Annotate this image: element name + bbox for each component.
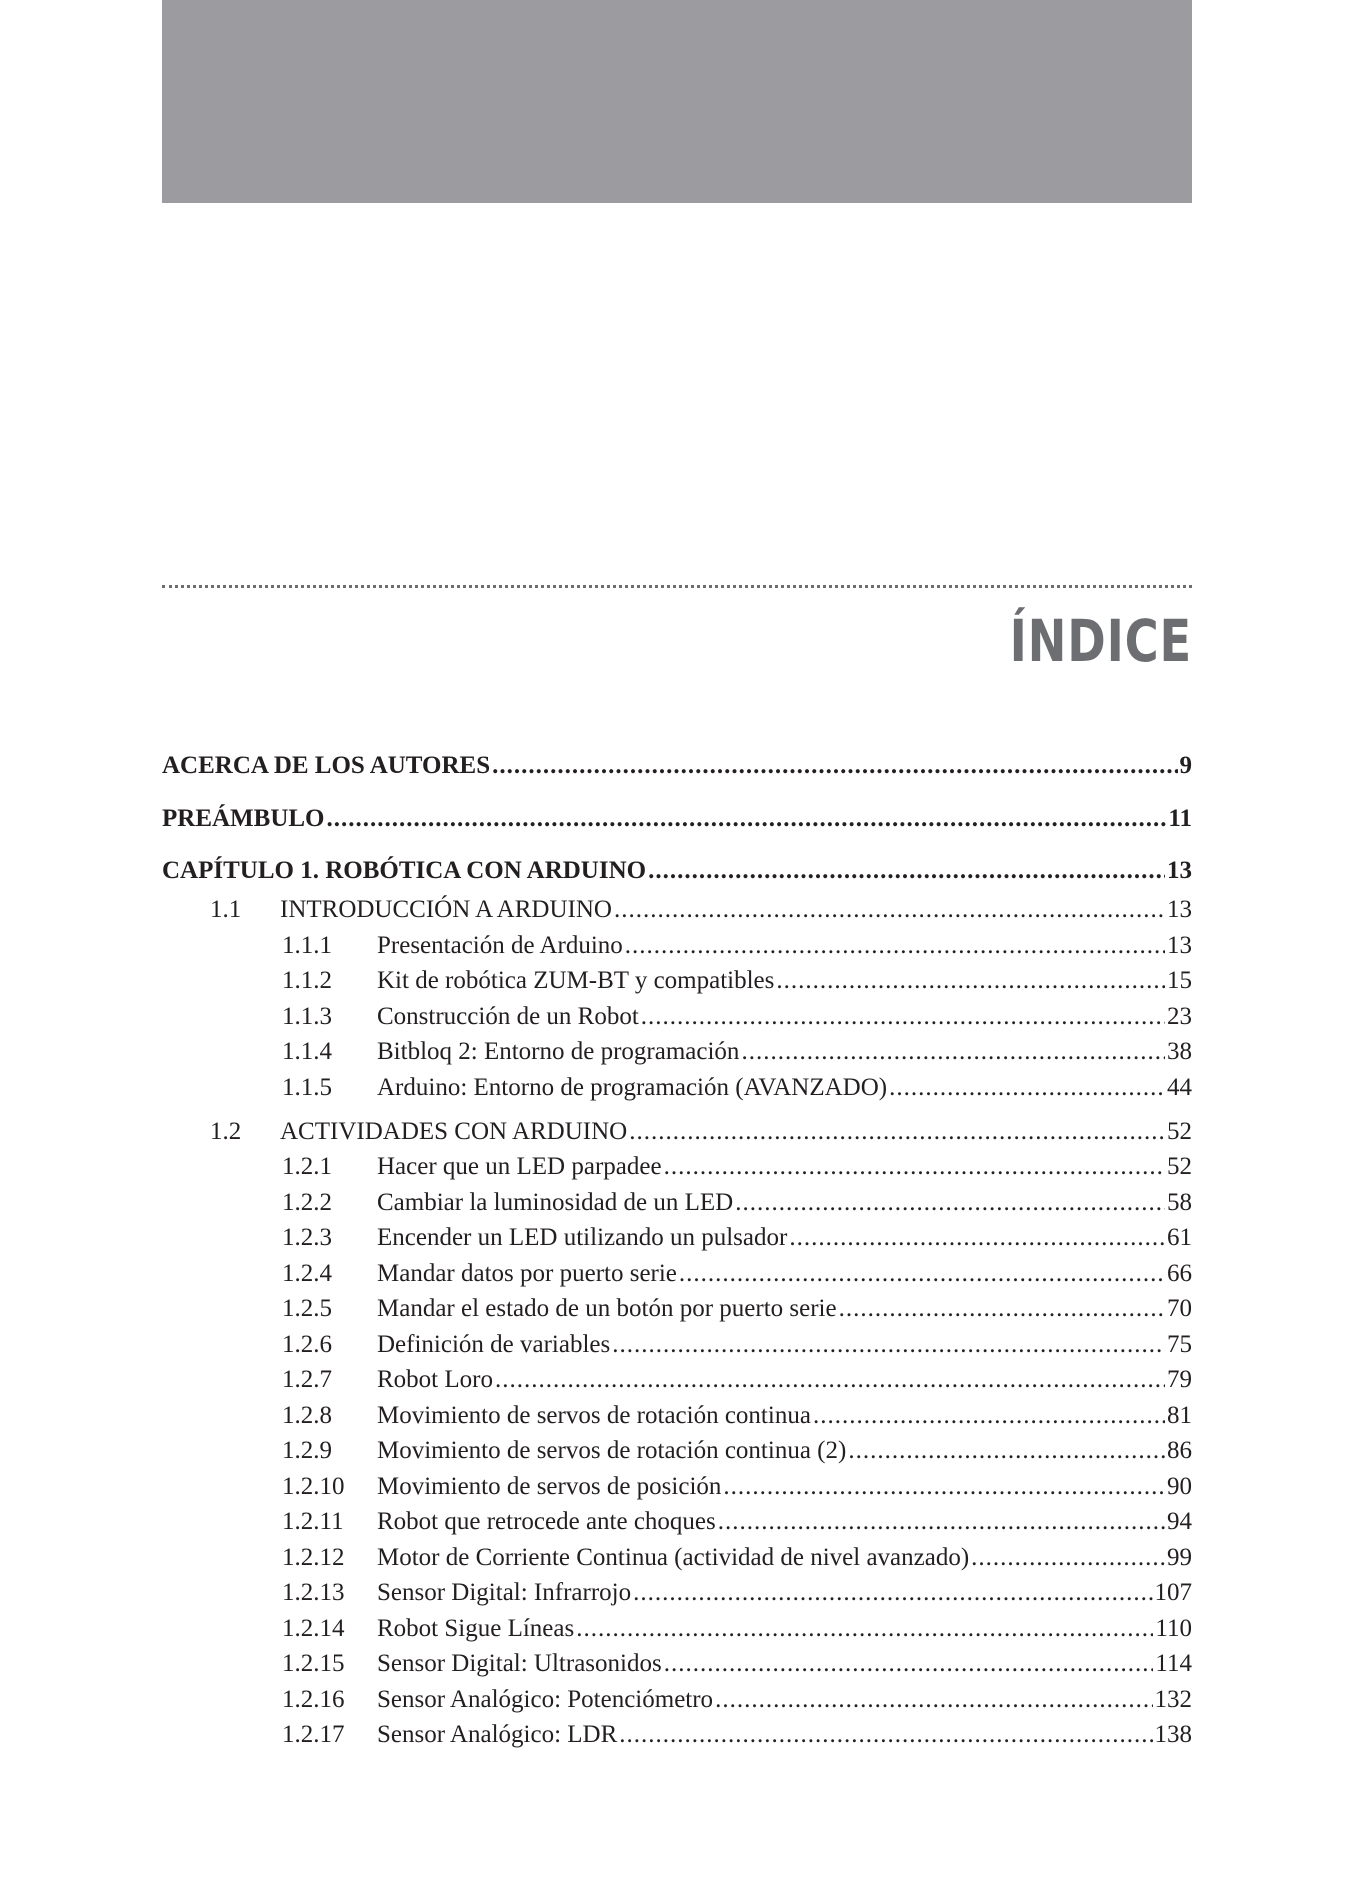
- toc-entry-page: 13: [1167, 932, 1192, 959]
- toc-entry-number: 1.2.5: [282, 1295, 332, 1322]
- toc-entry-title: Movimiento de servos de posición: [377, 1473, 722, 1500]
- toc-entry-number: 1.1.1: [282, 932, 332, 959]
- toc-entry-title: ACTIVIDADES CON ARDUINO: [280, 1118, 628, 1145]
- toc-entry[interactable]: [162, 1615, 1192, 1643]
- toc-entry-title: Cambiar la luminosidad de un LED: [377, 1189, 734, 1216]
- header-band: [162, 0, 1192, 203]
- toc-entry-page: 66: [1167, 1260, 1192, 1287]
- toc-entry-title: Mandar datos por puerto serie: [377, 1260, 677, 1287]
- toc-entry-page: 38: [1167, 1038, 1192, 1065]
- toc-entry-number: 1.2.8: [282, 1402, 332, 1429]
- toc-entry[interactable]: [162, 967, 1192, 995]
- toc-entry-page: 11: [1168, 805, 1192, 832]
- toc-entry-title: Movimiento de servos de rotación continua (2): [377, 1437, 847, 1464]
- toc-entry[interactable]: [162, 1437, 1192, 1465]
- dot-leader: [629, 1118, 1165, 1146]
- toc-entry-page: 44: [1167, 1074, 1192, 1101]
- toc-entry-page: 110: [1155, 1615, 1192, 1642]
- toc-entry-title: Sensor Digital: Ultrasonidos: [377, 1650, 662, 1677]
- toc-entry[interactable]: [162, 805, 1192, 833]
- toc-entry[interactable]: [162, 1544, 1192, 1572]
- toc-entry-number: 1.1: [210, 896, 242, 923]
- dot-leader: [679, 1260, 1165, 1288]
- toc-entry-page: 107: [1154, 1579, 1192, 1606]
- toc-entry-page: 81: [1167, 1402, 1192, 1429]
- dot-leader: [723, 1473, 1165, 1501]
- toc-entry-page: 99: [1167, 1544, 1192, 1571]
- toc-entry-number: 1.1.4: [282, 1038, 332, 1065]
- toc-entry-number: 1.2.6: [282, 1331, 332, 1358]
- toc-entry-title: Bitbloq 2: Entorno de programación: [377, 1038, 740, 1065]
- toc-entry-number: 1.2.14: [282, 1615, 345, 1642]
- toc-entry-page: 52: [1167, 1153, 1192, 1180]
- toc-entry-title: Arduino: Entorno de programación (AVANZADO): [377, 1074, 888, 1101]
- toc-entry-title: Construcción de un Robot: [377, 1003, 639, 1030]
- toc-entry[interactable]: [162, 1473, 1192, 1501]
- toc-entry-title: INTRODUCCIÓN A ARDUINO: [280, 896, 612, 923]
- toc-entry-title: Definición de variables: [377, 1331, 611, 1358]
- toc-entry[interactable]: [162, 1224, 1192, 1252]
- toc-entry-number: 1.2.15: [282, 1650, 345, 1677]
- toc-entry-title: Motor de Corriente Continua (actividad de nivel avanzado): [377, 1544, 970, 1571]
- dot-leader: [576, 1615, 1153, 1643]
- toc-entry-number: 1.1.5: [282, 1074, 332, 1101]
- toc-entry-page: 90: [1167, 1473, 1192, 1500]
- toc-entry-title: CAPÍTULO 1. ROBÓTICA CON ARDUINO: [162, 857, 647, 884]
- dot-leader: [741, 1038, 1165, 1066]
- toc-entry-title: Movimiento de servos de rotación continua: [377, 1402, 811, 1429]
- toc-entry-page: 132: [1154, 1686, 1192, 1713]
- dot-leader: [718, 1508, 1165, 1536]
- toc-entry[interactable]: [162, 1038, 1192, 1066]
- dot-leader: [848, 1437, 1165, 1465]
- toc-entry-title: Sensor Analógico: Potenciómetro: [377, 1686, 714, 1713]
- toc-entry-number: 1.2: [210, 1118, 242, 1145]
- toc-entry[interactable]: [162, 857, 1192, 885]
- toc-entry-page: 61: [1167, 1224, 1192, 1251]
- toc-entry-number: 1.2.4: [282, 1260, 332, 1287]
- toc-entry-page: 94: [1167, 1508, 1192, 1535]
- dot-leader: [813, 1402, 1165, 1430]
- dot-leader: [664, 1650, 1154, 1678]
- toc-entry[interactable]: [162, 1260, 1192, 1288]
- toc-entry[interactable]: [162, 1003, 1192, 1031]
- toc-entry-title: Presentación de Arduino: [377, 932, 623, 959]
- toc-entry-number: 1.2.13: [282, 1579, 345, 1606]
- toc-entry[interactable]: [162, 1579, 1192, 1607]
- toc-entry-number: 1.2.11: [282, 1508, 344, 1535]
- dot-leader: [633, 1579, 1152, 1607]
- toc-entry-number: 1.2.3: [282, 1224, 332, 1251]
- dot-leader: [619, 1721, 1152, 1749]
- toc-entry-page: 138: [1154, 1721, 1192, 1748]
- toc-entry[interactable]: [162, 1508, 1192, 1536]
- toc-entry[interactable]: [162, 1074, 1192, 1102]
- toc-entry-title: Robot Sigue Líneas: [377, 1615, 575, 1642]
- toc-entry[interactable]: [162, 1189, 1192, 1217]
- toc-entry[interactable]: [162, 752, 1192, 780]
- toc-entry-page: 114: [1155, 1650, 1192, 1677]
- toc-entry-page: 52: [1167, 1118, 1192, 1145]
- toc-entry-number: 1.2.12: [282, 1544, 345, 1571]
- toc-entry-title: Sensor Analógico: LDR: [377, 1721, 618, 1748]
- dot-leader: [614, 896, 1165, 924]
- toc-entry-number: 1.2.17: [282, 1721, 345, 1748]
- toc-entry-number: 1.2.10: [282, 1473, 345, 1500]
- toc-entry-page: 58: [1167, 1189, 1192, 1216]
- dot-leader: [625, 932, 1165, 960]
- toc-entry-number: 1.2.9: [282, 1437, 332, 1464]
- toc-entry-number: 1.2.1: [282, 1153, 332, 1180]
- toc-entry-page: 79: [1167, 1366, 1192, 1393]
- toc-entry-number: 1.2.2: [282, 1189, 332, 1216]
- toc-entry-title: Kit de robótica ZUM-BT y compatibles: [377, 967, 775, 994]
- toc-entry-title: Encender un LED utilizando un pulsador: [377, 1224, 788, 1251]
- toc-entry-number: 1.2.7: [282, 1366, 332, 1393]
- toc-entry[interactable]: [162, 1118, 1192, 1146]
- toc-entry[interactable]: [162, 1331, 1192, 1359]
- dot-leader: [492, 752, 1177, 780]
- toc-entry[interactable]: [162, 896, 1192, 924]
- toc-entry[interactable]: [162, 1366, 1192, 1394]
- toc-entry[interactable]: [162, 1402, 1192, 1430]
- dot-leader: [839, 1295, 1165, 1323]
- dot-leader: [612, 1331, 1165, 1359]
- toc-entry-title: PREÁMBULO: [162, 805, 325, 832]
- toc-entry-page: 23: [1167, 1003, 1192, 1030]
- toc-entry-title: Sensor Digital: Infrarrojo: [377, 1579, 632, 1606]
- toc-entry[interactable]: [162, 1153, 1192, 1181]
- dot-leader: [664, 1153, 1165, 1181]
- toc-entry-page: 75: [1167, 1331, 1192, 1358]
- toc-entry-page: 13: [1167, 896, 1192, 923]
- toc-entry-title: Robot Loro: [377, 1366, 493, 1393]
- toc-entry[interactable]: [162, 1295, 1192, 1323]
- toc-entry-number: 1.2.16: [282, 1686, 345, 1713]
- dot-leader: [889, 1074, 1165, 1102]
- toc-entry[interactable]: [162, 1686, 1192, 1714]
- toc-entry-page: 13: [1167, 857, 1192, 884]
- toc-entry-number: 1.1.2: [282, 967, 332, 994]
- dot-leader: [648, 857, 1165, 885]
- toc-entry-title: Hacer que un LED parpadee: [377, 1153, 662, 1180]
- toc-entry-title: ACERCA DE LOS AUTORES: [162, 752, 491, 779]
- toc-entry[interactable]: [162, 1721, 1192, 1749]
- toc-entry-page: 86: [1167, 1437, 1192, 1464]
- toc-entry-page: 9: [1179, 752, 1192, 779]
- dot-leader: [776, 967, 1165, 995]
- toc-entry-page: 70: [1167, 1295, 1192, 1322]
- toc-entry-number: 1.1.3: [282, 1003, 332, 1030]
- page-title: ÍNDICE: [1009, 607, 1192, 675]
- toc-entry-title: Robot que retrocede ante choques: [377, 1508, 716, 1535]
- dot-leader: [715, 1686, 1152, 1714]
- dot-leader: [971, 1544, 1165, 1572]
- dot-leader: [327, 805, 1167, 833]
- toc-entry-page: 15: [1167, 967, 1192, 994]
- dot-leader: [789, 1224, 1165, 1252]
- toc-entry[interactable]: [162, 932, 1192, 960]
- dot-leader: [641, 1003, 1165, 1031]
- toc-entry-title: Mandar el estado de un botón por puerto serie: [377, 1295, 837, 1322]
- dot-leader: [495, 1366, 1165, 1394]
- dot-leader: [735, 1189, 1165, 1217]
- toc-entry[interactable]: [162, 1650, 1192, 1678]
- dotted-rule: [162, 585, 1192, 588]
